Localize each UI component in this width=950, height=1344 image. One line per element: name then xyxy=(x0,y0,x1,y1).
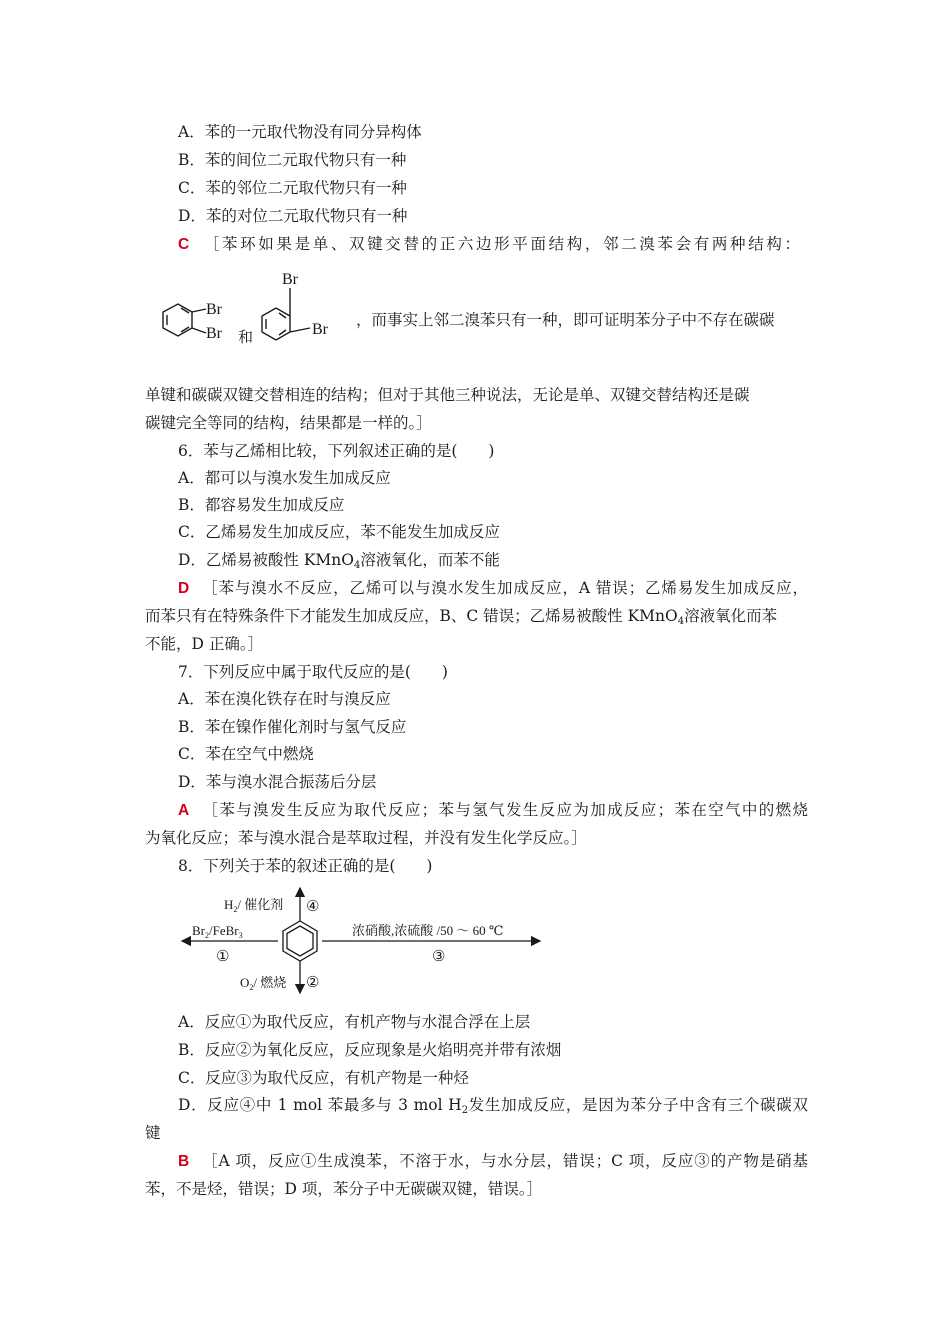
q7-answer: A xyxy=(178,802,190,819)
q7-option-b: B．苯在镍作催化剂时与氢气反应 xyxy=(178,718,407,736)
q7-option-c: C．苯在空气中燃烧 xyxy=(178,745,314,763)
q8-option-d-line2: 键 xyxy=(145,1124,161,1142)
top-number: ④ xyxy=(306,899,320,915)
bottom-reagent: $O_2/$ 燃烧 xyxy=(240,975,287,992)
q6-stem: 6．苯与乙烯相比较，下列叙述正确的是( ) xyxy=(178,442,495,460)
q8-explanation-line1: B ［A 项，反应①生成溴苯，不溶于水，与水分层，错误；C 项，反应③的产物是硝基 xyxy=(178,1152,808,1170)
q5-option-d: D．苯的对位二元取代物只有一种 xyxy=(178,207,408,225)
q7-explanation-line1: A ［苯与溴发生反应为取代反应；苯与氢气发生反应为加成反应；苯在空气中的燃烧 xyxy=(178,801,808,819)
q8-option-c: C．反应③为取代反应，有机产物是一种烃 xyxy=(178,1069,469,1087)
benzene-ring xyxy=(283,921,317,961)
q8-explanation-line2: 苯，不是烃，错误；D 项，苯分子中无碳碳双键，错误。］ xyxy=(145,1180,543,1198)
q6-option-c: C．乙烯易发生加成反应，苯不能发生加成反应 xyxy=(178,523,500,541)
q6-explanation-line3: 不能，D 正确。］ xyxy=(145,635,264,653)
benzene-inner-ring xyxy=(287,926,313,956)
q7-explanation-line2: 为氧化反应；苯与溴水混合是萃取过程，并没有发生化学反应。］ xyxy=(145,829,587,847)
left-reagent: $Br_2/FeBr_3$ xyxy=(192,923,243,940)
q5-option-b: B．苯的间位二元取代物只有一种 xyxy=(178,151,407,169)
q5-explanation-inline: ，而事实上邻二溴苯只有一种，即可证明苯分子中不存在碳碳 xyxy=(356,311,775,329)
q5-explanation-line4: 碳键完全等同的结构，结果都是一样的。］ xyxy=(145,414,432,432)
q6-explanation-line2: 而苯只有在特殊条件下才能发生加成反应，B、C 错误；乙烯易被酸性 KMnO$_4$溶液氧化而苯 xyxy=(145,607,778,627)
q6-answer: D xyxy=(178,580,190,597)
left-number: ① xyxy=(216,949,230,965)
br-label: Br xyxy=(206,325,222,342)
q8-stem: 8．下列关于苯的叙述正确的是( ) xyxy=(178,857,433,875)
q7-option-a: A．苯在溴化铁存在时与溴反应 xyxy=(178,690,391,708)
right-number: ③ xyxy=(432,949,446,965)
br-label: Br xyxy=(312,321,328,338)
q8-option-a: A．反应①为取代反应，有机产物与水混合浮在上层 xyxy=(178,1013,531,1031)
q5-option-a: A．苯的一元取代物没有同分异构体 xyxy=(178,123,422,141)
q8-option-d: D．反应④中 1 mol 苯最多与 3 mol $H_2$发生加成反应，是因为苯分子中含有三个碳碳双 xyxy=(178,1096,808,1116)
dibromobenzene-figure xyxy=(140,262,360,372)
bond xyxy=(192,309,206,312)
right-reagent: 浓硝酸,浓硫酸 /50 ～ 60 ℃ xyxy=(352,923,504,938)
q5-explanation-text: ［苯环如果是单、双键交替的正六边形平面结构，邻二溴苯会有两种结构： xyxy=(201,235,800,253)
bond xyxy=(192,328,206,333)
q8-option-b: B．反应②为氧化反应，反应现象是火焰明亮并带有浓烟 xyxy=(178,1041,562,1059)
br-label: Br xyxy=(206,301,222,318)
q5-explanation-line3: 单键和碳碳双键交替相连的结构；但对于其他三种说法，无论是单、双键交替结构还是碳 xyxy=(145,386,750,404)
q7-option-d: D．苯与溴水混合振荡后分层 xyxy=(178,773,377,791)
bottom-number: ② xyxy=(306,975,320,991)
q5-answer: C xyxy=(178,236,190,253)
br-label: Br xyxy=(282,271,298,288)
top-reagent: $H_2/$ 催化剂 xyxy=(224,897,284,914)
bond xyxy=(290,328,310,332)
benzene-reaction-diagram xyxy=(170,885,550,995)
q5-option-c: C．苯的邻位二元取代物只有一种 xyxy=(178,179,407,197)
q5-explanation-line1 xyxy=(178,233,800,256)
q6-explanation-line1: D ［苯与溴水不反应，乙烯可以与溴水发生加成反应，A 错误；乙烯易发生加成反应， xyxy=(178,579,808,597)
q7-stem: 7．下列反应中属于取代反应的是( ) xyxy=(178,663,448,681)
q6-option-b: B．都容易发生加成反应 xyxy=(178,496,345,514)
q8-answer: B xyxy=(178,1153,190,1170)
q6-option-d: D．乙烯易被酸性 KMnO$_4$溶液氧化，而苯不能 xyxy=(178,551,500,571)
q6-option-a: A．都可以与溴水发生加成反应 xyxy=(178,469,391,487)
connector-he: 和 xyxy=(238,330,254,346)
